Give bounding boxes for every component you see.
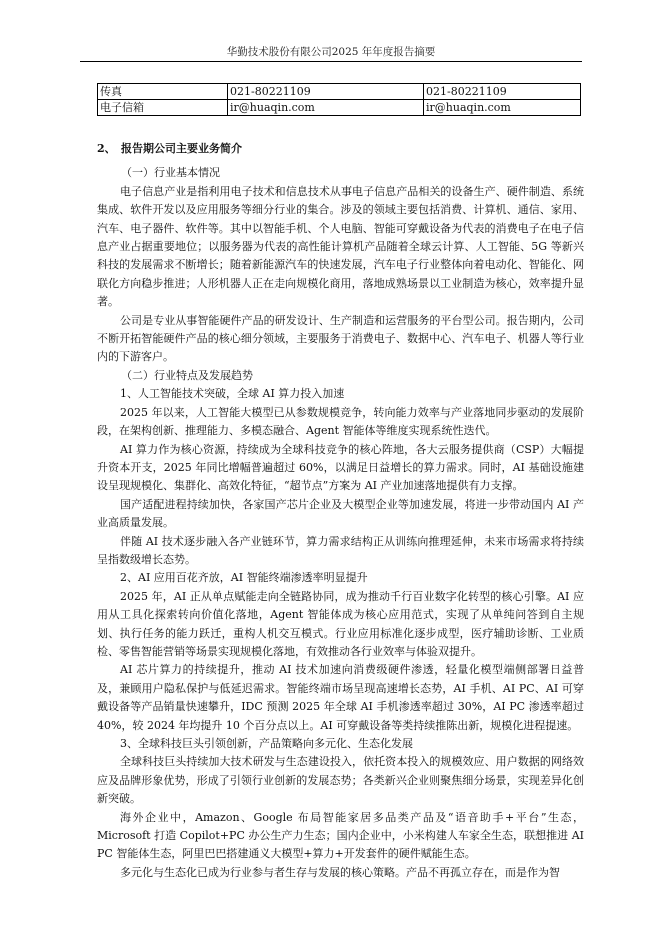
paragraph: 全球科技巨头持续加大技术研发与生态建设投入，依托资本投入的规模效应、用户数据的网络效应及品牌形象优势，形成了引领行业创新的发展态势；各类新兴企业则聚焦细分场景，实现差异化创新突破。: [97, 755, 584, 806]
email-value-2: ir@huaqin.com: [424, 100, 581, 116]
subsection-heading: （二）行业特点及发展趋势: [121, 368, 253, 382]
email-label: 电子信箱: [98, 100, 228, 116]
table-row: [98, 100, 581, 116]
paragraph: 海外企业中，Amazon、Google 布局智能家居多品类产品及“语音助手+平台”生态，Microsoft 打造 Copilot+PC 办公生产力生态；国内企业中，小米构建人车家全生态，联想推进 AI PC 智能体生态，阿里巴巴搭建通义大模型+算力+开发套件的硬件赋能生态。: [97, 810, 584, 861]
paragraph: 多元化与生态化已成为行业参与者生存与发展的核心策略。产品不再孤立存在，而是作为智: [120, 865, 560, 879]
contact-table: [97, 83, 581, 116]
table-row: [98, 84, 581, 100]
paragraph: AI 芯片算力的持续提升，推动 AI 技术加速向消费级硬件渗透，轻量化模型端侧部署日益普及，兼顾用户隐私保护与低延迟需求。智能终端市场呈现高速增长态势，AI 手机、AI PC、AI 可穿戴设备等产品销量快速攀升，IDC 预测 2025 年全球 AI 手机渗透率超过 30%，AI PC 渗透率超过 40%，较 2024 年均提升 10 个百分点以上。AI 可穿戴设备等类持续推陈出新，规模化进程提速。: [97, 663, 584, 732]
subsection-heading: （一）行业基本情况: [121, 166, 220, 180]
topic-heading: 3、全球科技巨头引领创新，产品策略向多元化、生态化发展: [120, 737, 413, 750]
section-title: [97, 140, 584, 158]
section-number: 2、: [97, 142, 116, 155]
paragraph: AI 算力作为核心资源，持续成为全球科技竞争的核心阵地，各大云服务提供商（CSP）大幅提升资本开支，2025 年同比增幅普遍超过 60%，以满足日益增长的算力需求。同时，AI 基础设施建设呈现规模化、集群化、高效化特征，“超节点”方案为 AI 产业加速落地提供有力支撑。: [97, 442, 584, 493]
topic-heading: 1、人工智能技术突破，全球 AI 算力投入加速: [120, 387, 345, 401]
section-title-text: 报告期公司主要业务简介: [121, 142, 242, 155]
paragraph: 公司是专业从事智能硬件产品的研发设计、生产制造和运营服务的平台型公司。报告期内，公司不断开拓智能硬件产品的核心细分领域，主要服务于消费电子、数据中心、汽车电子、机器人等行业内的下游客户。: [97, 313, 584, 364]
paragraph: 2025 年，AI 正从单点赋能走向全链路协同，成为推动千行百业数字化转型的核心引擎。AI 应用从工具化探索转向价值化落地，Agent 智能体成为核心应用范式，实现了从单纯问答到自主规划、执行任务的能力跃迁，重构人机交互模式。行业应用标准化逐步成型，医疗辅助诊断、工业质检、零售智能营销等场景实现规模化落地，有效推动各行业效率与体验双提升。: [97, 589, 584, 658]
paragraph: 电子信息产业是指利用电子技术和信息技术从事电子信息产品相关的设备生产、硬件制造、系统集成、软件开发以及应用服务等细分行业的集合。涉及的领域主要包括消费、计算机、通信、家用、汽车、电子器件、软件等。其中以智能手机、个人电脑、智能可穿戴设备为代表的消费电子在电子信息产业占据重要地位；以服务器为代表的高性能计算机产品随着全球云计算、人工智能、5G 等新兴科技的发展需求不断增长；随着新能源汽车的快速发展，汽车电子行业整体向着电动化、智能化、网联化方向稳步推进；人形机器人正在走向规模化商用，落地成熟场景以工业制造为核心，效率提升显著。: [97, 184, 584, 309]
email-value-1: ir@huaqin.com: [228, 100, 424, 116]
fax-value-2: 021-80221109: [424, 84, 581, 100]
document-body: [97, 140, 584, 882]
topic-heading: 2、AI 应用百花齐放，AI 智能终端渗透率明显提升: [120, 571, 368, 585]
paragraph: 2025 年以来，人工智能大模型已从参数规模竞争，转向能力效率与产业落地同步驱动的发展阶段，在架构创新、推理能力、多模态融合、Agent 智能体等维度实现系统性迭代。: [97, 405, 584, 438]
header-title: 华勤技术股份有限公司2025 年年度报告摘要: [226, 46, 436, 58]
paragraph: 国产适配进程持续加快，各家国产芯片企业及大模型企业等加速发展，将进一步带动国内 AI 产业高质量发展。: [97, 497, 584, 530]
fax-value-1: 021-80221109: [228, 84, 424, 100]
fax-label: 传真: [98, 84, 228, 100]
paragraph: 伴随 AI 技术逐步融入各产业链环节，算力需求结构正从训练向推理延伸，未来市场需求将持续呈指数级增长态势。: [97, 534, 584, 566]
page-header: [80, 0, 582, 58]
header-rule: [80, 61, 582, 62]
